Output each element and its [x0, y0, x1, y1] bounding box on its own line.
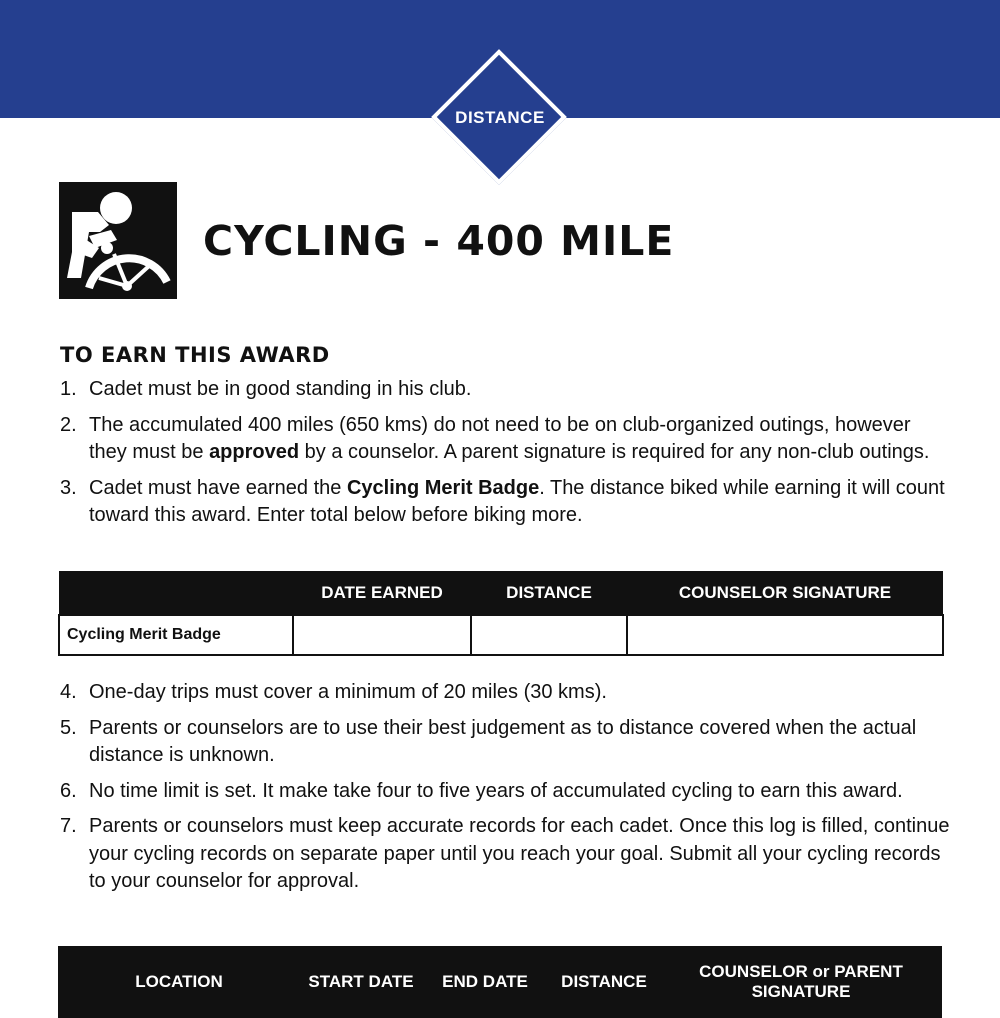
log-header-row — [58, 946, 942, 1018]
merit-badge-table — [58, 571, 944, 656]
requirements-list-b — [60, 679, 950, 904]
header-counselor-signature: COUNSELOR SIGNATURE — [627, 571, 943, 615]
list-item — [60, 778, 950, 806]
list-item-text: Parents or counselors are to use their best judgement as to distance covered when the actual distance is unknown. — [89, 716, 917, 766]
list-item-text: One-day trips must cover a minimum of 20 miles (30 kms). — [89, 681, 607, 703]
requirements-list-a — [60, 376, 950, 538]
list-item — [60, 475, 950, 530]
header-blank — [59, 571, 293, 615]
list-item-text: The accumulated 400 miles (650 kms) do not need to be on club-organized outings, however they must be — [89, 413, 911, 463]
row-label-cycling-merit-badge: Cycling Merit Badge — [59, 615, 293, 655]
cycling-log-table — [58, 946, 942, 1018]
list-item — [60, 412, 950, 467]
list-item — [60, 376, 950, 404]
list-item-text: Cadet must have earned the — [89, 476, 347, 499]
list-item-text: Parents or counselors must keep accurate records for each cadet. Once this log is filled, continue your cycling records on separate paper until you reach your goal. Submit all your cycling records to your counselor for approval. — [89, 815, 950, 892]
category-diamond — [432, 50, 568, 186]
cyclist-icon — [59, 182, 177, 299]
list-item-number: 7. — [60, 815, 77, 837]
list-item-number: 6. — [60, 779, 77, 802]
list-item-text: . The distance biked while earning it will count toward this award. Enter total below before biking more. — [89, 476, 945, 526]
list-item-text: Cadet must be in good standing in his club. — [89, 378, 472, 400]
list-item-number: 5. — [60, 716, 77, 739]
list-item-text: by a counselor. A parent signature is required for any non-club outings. — [299, 441, 930, 463]
merit-badge-header-row — [59, 571, 943, 615]
list-item-emphasis: Cycling Merit Badge — [346, 476, 540, 499]
list-item-text: No time limit is set. It make take four to five years of accumulated cycling to earn this award. — [89, 779, 903, 802]
table-row — [59, 615, 943, 655]
header-distance: DISTANCE — [548, 946, 660, 1018]
award-title: CYCLING - 400 MILE — [203, 217, 675, 265]
list-item-number: 2. — [60, 413, 77, 436]
header-location: LOCATION — [58, 946, 300, 1018]
list-item — [60, 679, 950, 707]
date-earned-field[interactable] — [293, 615, 471, 655]
header-counselor-or-parent-signature: COUNSELOR or PARENT SIGNATURE — [660, 946, 942, 1018]
counselor-signature-field[interactable] — [627, 615, 943, 655]
header-start-date: START DATE — [300, 946, 422, 1018]
list-item-emphasis: approved — [209, 441, 300, 463]
requirements-heading: TO EARN THIS AWARD — [60, 343, 330, 367]
header-distance: DISTANCE — [471, 571, 627, 615]
list-item-number: 3. — [60, 476, 77, 499]
distance-field[interactable] — [471, 615, 627, 655]
list-item — [60, 715, 950, 770]
header-date-earned: DATE EARNED — [293, 571, 471, 615]
list-item-number: 4. — [60, 681, 77, 703]
list-item-number: 1. — [60, 378, 77, 400]
header-end-date: END DATE — [422, 946, 548, 1018]
list-item — [60, 813, 950, 896]
category-label: DISTANCE — [455, 108, 545, 127]
